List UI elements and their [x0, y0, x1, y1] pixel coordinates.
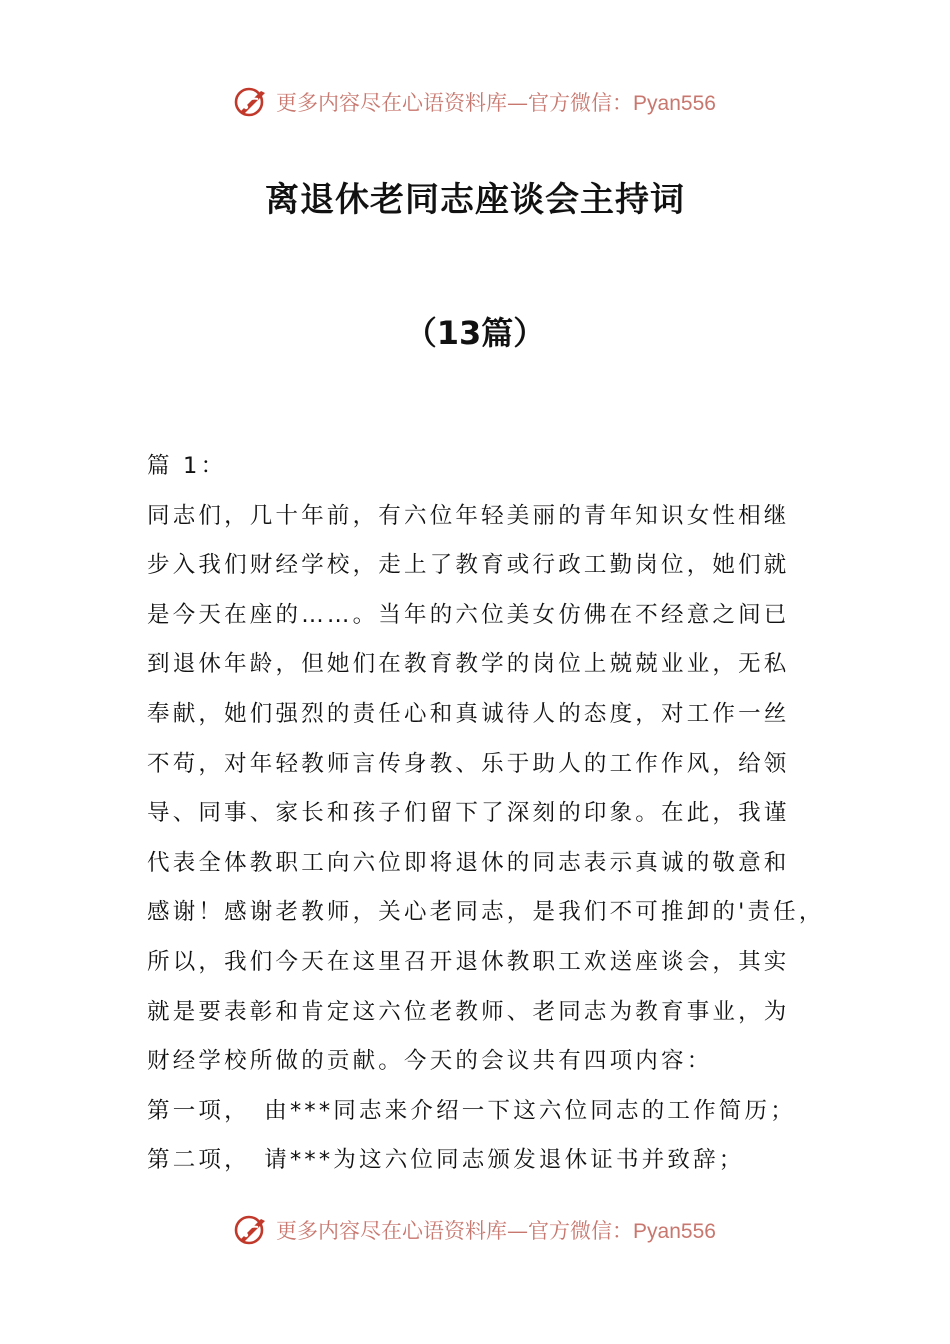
- banner-text: [276, 1215, 716, 1245]
- document-title: 离退休老同志座谈会主持词: [265, 180, 685, 220]
- header-banner: [0, 82, 950, 122]
- banner-text: [276, 87, 716, 117]
- pen-circle-logo-icon: [234, 1213, 268, 1247]
- body-line: 第二项， 请***为这六位同志颁发退休证书并致辞；: [147, 1147, 745, 1174]
- body-line: 导、同事、家长和孩子们留下了深刻的印象。在此，我谨: [147, 800, 790, 827]
- body-line: 奉献，她们强烈的责任心和真诚待人的态度，对工作一丝: [147, 700, 790, 727]
- body-line: 是今天在座的……。当年的六位美女仿佛在不经意之间已: [147, 601, 790, 628]
- banner-text-cn: 更多内容尽在心语资料库—官方微信：: [276, 91, 634, 115]
- body-line: 代表全体教职工向六位即将退休的同志表示真诚的敬意和: [147, 849, 790, 876]
- body-line: 就是要表彰和肯定这六位老教师、老同志为教育事业，为: [147, 998, 790, 1025]
- body-line: 同志们，几十年前，有六位年轻美丽的青年知识女性相继: [147, 502, 790, 529]
- body-line: 所以，我们今天在这里召开退休教职工欢送座谈会，其实: [147, 948, 790, 975]
- body-line: 第一项， 由***同志来介绍一下这六位同志的工作简历；: [147, 1097, 796, 1124]
- banner-text-cn: 更多内容尽在心语资料库—官方微信：: [276, 1219, 634, 1243]
- banner-wechat-id: Pyan556: [633, 1220, 716, 1243]
- body-line: 步入我们财经学校，走上了教育或行政工勤岗位，她们就: [147, 552, 790, 579]
- document-subtitle: （13篇）: [404, 314, 546, 352]
- body-line: 到退休年龄，但她们在教育教学的岗位上兢兢业业，无私: [147, 651, 790, 678]
- body-line: 财经学校所做的贡献。今天的会议共有四项内容：: [147, 1048, 713, 1075]
- pen-circle-logo-icon: [234, 85, 268, 119]
- document-body: [147, 442, 827, 1186]
- footer-banner: [0, 1210, 950, 1250]
- body-line: 篇 1：: [147, 453, 227, 479]
- banner-wechat-id: Pyan556: [633, 92, 716, 115]
- body-line: 感谢！感谢老教师，关心老同志，是我们不可推卸的'责任，: [147, 899, 825, 926]
- body-line: 不苟，对年轻教师言传身教、乐于助人的工作作风，给领: [147, 750, 790, 777]
